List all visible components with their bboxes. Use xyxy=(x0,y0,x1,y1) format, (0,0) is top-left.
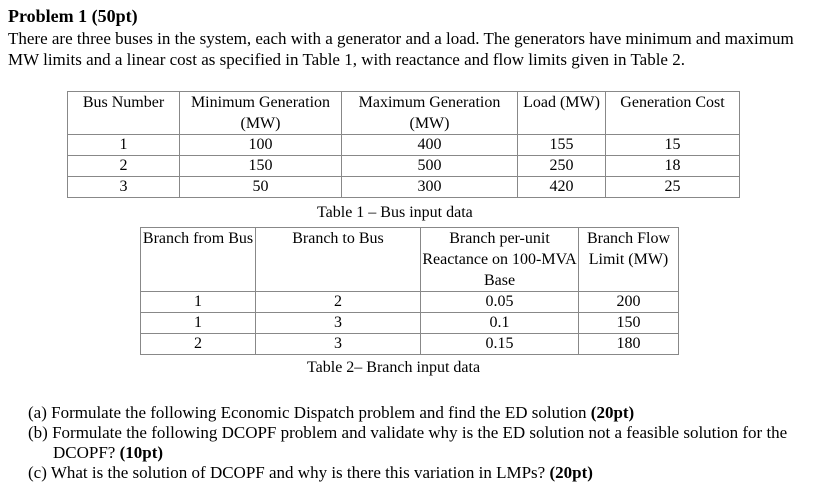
question-text: Formulate the following DCOPF problem and validate why is the ED solution not a feasible solution for the DCOPF? xyxy=(52,423,788,462)
col-header: Generation Cost xyxy=(606,92,740,135)
table-cell: 420 xyxy=(518,177,606,198)
table-cell: 25 xyxy=(606,177,740,198)
table-cell: 0.15 xyxy=(421,334,579,355)
branch-input-table xyxy=(140,227,679,355)
problem-intro: There are three buses in the system, each with a generator and a load. The generators have minimum and maximum MW limits and a linear cost as specified in Table 1, with reactance and flow limits given in Table 2. xyxy=(8,29,794,69)
table-cell: 180 xyxy=(579,334,679,355)
table-cell: 0.05 xyxy=(421,292,579,313)
table-cell: 1 xyxy=(141,313,256,334)
col-header: Branch per-unit Reactance on 100-MVA Base xyxy=(421,228,579,292)
question-label: (a) xyxy=(28,403,47,422)
col-header: Bus Number xyxy=(68,92,180,135)
col-header: Branch to Bus xyxy=(256,228,421,292)
table-row xyxy=(141,334,679,355)
table-row xyxy=(68,156,740,177)
table-cell: 3 xyxy=(256,334,421,355)
table-cell: 50 xyxy=(180,177,342,198)
table-cell: 18 xyxy=(606,156,740,177)
table-cell: 2 xyxy=(141,334,256,355)
question-text: Formulate the following Economic Dispatch problem and find the ED solution xyxy=(51,403,587,422)
table-cell: 15 xyxy=(606,135,740,156)
question-points: (20pt) xyxy=(549,463,593,482)
table-cell: 300 xyxy=(342,177,518,198)
table-cell: 1 xyxy=(68,135,180,156)
table-cell: 3 xyxy=(256,313,421,334)
table-cell: 0.1 xyxy=(421,313,579,334)
col-header: Branch Flow Limit (MW) xyxy=(579,228,679,292)
table-row xyxy=(141,313,679,334)
table-cell: 500 xyxy=(342,156,518,177)
table-row xyxy=(141,292,679,313)
question-points: (20pt) xyxy=(590,403,635,422)
col-header: Load (MW) xyxy=(518,92,606,135)
table-row xyxy=(68,135,740,156)
table1-caption: Table 1 – Bus input data xyxy=(317,204,473,221)
table-cell: 2 xyxy=(68,156,180,177)
question-item xyxy=(28,403,808,423)
question-label: (c) xyxy=(28,463,47,482)
table-cell: 1 xyxy=(141,292,256,313)
table-cell: 150 xyxy=(579,313,679,334)
question-points: (10pt) xyxy=(119,443,164,462)
table-cell: 2 xyxy=(256,292,421,313)
table-cell: 200 xyxy=(579,292,679,313)
problem-title: Problem 1 (50pt) xyxy=(8,6,138,26)
col-header: Branch from Bus xyxy=(141,228,256,292)
table-cell: 155 xyxy=(518,135,606,156)
question-item xyxy=(28,423,808,463)
table-cell: 100 xyxy=(180,135,342,156)
table-cell: 400 xyxy=(342,135,518,156)
table-cell: 3 xyxy=(68,177,180,198)
question-label: (b) xyxy=(28,423,48,442)
question-item xyxy=(28,463,808,483)
table-cell: 250 xyxy=(518,156,606,177)
table-header-row xyxy=(141,228,679,292)
table2-caption: Table 2– Branch input data xyxy=(307,359,481,376)
question-text: What is the solution of DCOPF and why is there this variation in LMPs? xyxy=(50,463,546,482)
table-header-row xyxy=(68,92,740,135)
table-row xyxy=(68,177,740,198)
col-header: Maximum Generation (MW) xyxy=(342,92,518,135)
question-list xyxy=(28,403,808,483)
table-cell: 150 xyxy=(180,156,342,177)
bus-input-table xyxy=(67,91,740,198)
col-header: Minimum Generation (MW) xyxy=(180,92,342,135)
